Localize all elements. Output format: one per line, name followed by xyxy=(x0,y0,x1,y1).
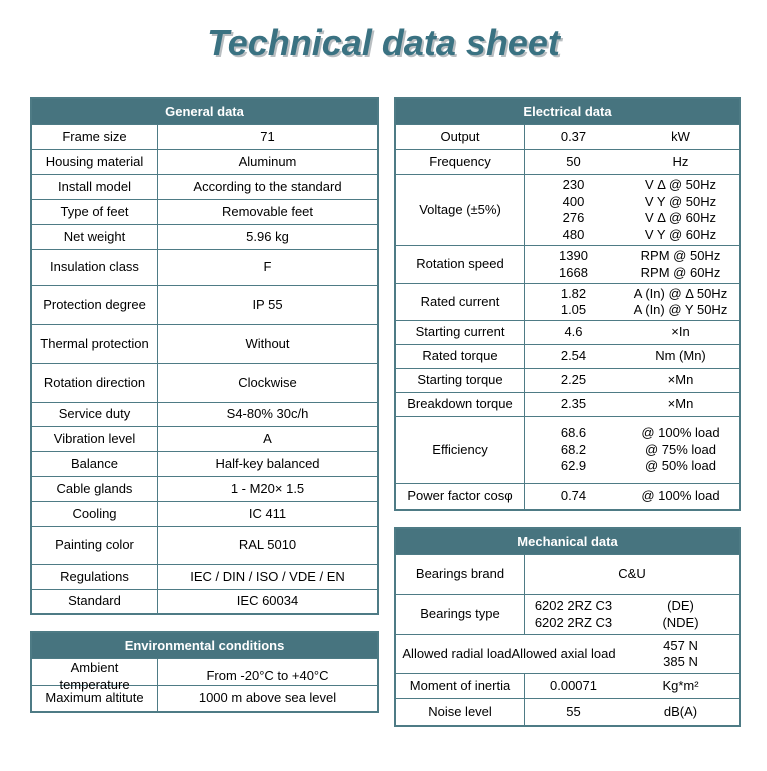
row-value: A xyxy=(263,430,272,446)
table-row xyxy=(32,426,377,451)
row-value: 2.35 xyxy=(560,396,587,412)
row-label: Efficiency xyxy=(396,417,525,483)
table-row xyxy=(396,245,739,283)
row-unit: V Δ @ 50Hz V Y @ 50Hz V Δ @ 60Hz V Y @ 60Hz xyxy=(644,177,717,242)
row-value: Aluminum xyxy=(238,153,297,169)
row-value: According to the standard xyxy=(193,178,342,194)
row-value: 0.74 xyxy=(560,488,587,504)
row-value: 2.54 xyxy=(560,348,587,364)
row-unit: Nm (Mn) xyxy=(655,348,706,364)
row-value: 0.00071 xyxy=(550,677,597,693)
row-value: IC 411 xyxy=(248,505,287,521)
table-row xyxy=(32,249,377,285)
row-value: 1.82 1.05 xyxy=(560,285,587,317)
row-unit: RPM @ 50Hz RPM @ 60Hz xyxy=(640,248,721,280)
electrical-data-table xyxy=(394,97,741,511)
table-row xyxy=(32,285,377,324)
row-label: Rotation speed xyxy=(396,246,525,283)
row-label: Bearings type xyxy=(396,595,525,634)
row-label: Balance xyxy=(32,452,158,476)
row-label: Power factor cosφ xyxy=(396,484,525,509)
row-label: Standard xyxy=(32,590,158,613)
table-row xyxy=(396,673,739,698)
row-label: Frequency xyxy=(396,150,525,174)
row-label: Regulations xyxy=(32,565,158,589)
table-row xyxy=(396,174,739,245)
table-row xyxy=(396,634,739,673)
table-row xyxy=(396,554,739,594)
table-row xyxy=(396,392,739,416)
row-value: Without xyxy=(245,335,290,351)
row-label: Moment of inertia xyxy=(396,674,525,698)
row-label: Rated torque xyxy=(396,345,525,368)
row-unit: @ 100% load @ 75% load @ 50% load xyxy=(641,425,720,474)
row-value: IP 55 xyxy=(252,296,283,312)
row-value: 71 xyxy=(260,128,275,144)
row-label: Maximum altitute xyxy=(32,686,158,711)
row-label: Cooling xyxy=(32,502,158,526)
row-label: Type of feet xyxy=(32,200,158,224)
table-row xyxy=(396,416,739,483)
table-row xyxy=(396,698,739,725)
mechanical-data-table xyxy=(394,527,741,727)
table-row xyxy=(32,149,377,174)
row-label: Rated current xyxy=(396,284,525,320)
row-value: S4-80% 30c/h xyxy=(226,406,309,422)
table-row xyxy=(32,658,377,692)
general-data-header: General data xyxy=(32,99,377,124)
table-row xyxy=(32,589,377,613)
row-value: IEC 60034 xyxy=(236,593,299,609)
table-row xyxy=(396,320,739,344)
table-row xyxy=(396,344,739,368)
table-row xyxy=(32,685,377,711)
row-unit: A (In) @ Δ 50Hz A (In) @ Y 50Hz xyxy=(633,285,728,317)
row-label: Insulation class xyxy=(32,250,158,285)
page-title: Technical data sheet xyxy=(207,22,560,63)
row-label: Housing material xyxy=(32,150,158,174)
right-column xyxy=(394,97,741,727)
table-row xyxy=(396,149,739,174)
row-unit: ×Mn xyxy=(667,372,694,388)
table-row xyxy=(32,402,377,426)
row-label: Service duty xyxy=(32,403,158,426)
row-value: From -20°C to +40°C xyxy=(206,668,329,684)
row-value: RAL 5010 xyxy=(238,537,297,553)
row-value: 1390 1668 xyxy=(559,248,588,280)
row-unit: ×In xyxy=(671,324,690,340)
table-row xyxy=(32,224,377,249)
row-label: Protection degree xyxy=(32,286,158,324)
row-unit: ×Mn xyxy=(667,396,694,412)
row-value: Clockwise xyxy=(238,374,297,390)
row-label: Install model xyxy=(32,175,158,199)
electrical-data-header: Electrical data xyxy=(396,99,739,124)
table-row xyxy=(396,594,739,634)
table-row xyxy=(32,174,377,199)
row-unit: kW xyxy=(671,128,690,144)
row-label: Ambient temperature xyxy=(32,659,158,694)
row-value: 6202 2RZ C3 6202 2RZ C3 xyxy=(534,598,613,630)
row-label: Painting color xyxy=(32,527,158,564)
row-label: Voltage (±5%) xyxy=(396,175,525,245)
table-row xyxy=(32,124,377,149)
row-label: Bearings brand xyxy=(396,555,525,594)
row-label: Vibration level xyxy=(32,427,158,451)
row-value: 1 - M20× 1.5 xyxy=(230,480,305,496)
row-value: 4.6 xyxy=(564,324,583,340)
table-row xyxy=(32,564,377,589)
row-label: Rotation direction xyxy=(32,364,158,402)
row-value: 50 xyxy=(566,153,581,169)
table-row xyxy=(32,476,377,501)
row-value: 68.6 68.2 62.9 xyxy=(560,425,587,474)
row-value: F xyxy=(263,259,272,275)
row-label: Thermal protection xyxy=(32,325,158,363)
table-row xyxy=(32,324,377,363)
row-label: Net weight xyxy=(32,225,158,249)
row-unit: (DE) (NDE) xyxy=(662,598,699,630)
environmental-conditions-table xyxy=(30,631,379,713)
row-unit: @ 100% load xyxy=(641,488,720,504)
row-label: Starting current xyxy=(396,321,525,344)
left-column xyxy=(30,97,379,713)
table-row xyxy=(396,368,739,392)
row-label: Frame size xyxy=(32,125,158,149)
row-value: 55 xyxy=(566,703,581,719)
row-label: Noise level xyxy=(396,699,525,725)
table-row xyxy=(396,124,739,149)
row-label: Starting torque xyxy=(396,369,525,392)
table-row xyxy=(32,199,377,224)
row-unit: 457 N 385 N xyxy=(663,637,698,669)
row-label: Allowed radial load Allowed axial load xyxy=(402,645,616,661)
row-value: 1000 m above sea level xyxy=(198,690,337,706)
table-row xyxy=(396,283,739,320)
row-label: Output xyxy=(396,125,525,149)
row-value: C&U xyxy=(618,566,646,582)
row-value: IEC / DIN / ISO / VDE / EN xyxy=(190,568,345,584)
row-value: 0.37 xyxy=(560,128,587,144)
general-data-table xyxy=(30,97,379,615)
row-label: Breakdown torque xyxy=(396,393,525,416)
row-value: 2.25 xyxy=(560,372,587,388)
table-row xyxy=(396,483,739,509)
table-row xyxy=(32,363,377,402)
row-value: 230 400 276 480 xyxy=(562,177,585,242)
table-row xyxy=(32,501,377,526)
row-value: 5.96 kg xyxy=(246,228,289,244)
row-unit: dB(A) xyxy=(663,703,698,719)
row-unit: Kg*m² xyxy=(662,677,699,693)
row-value: Half-key balanced xyxy=(215,455,320,471)
row-value: Removable feet xyxy=(221,203,314,219)
table-row xyxy=(32,526,377,564)
row-label: Cable glands xyxy=(32,477,158,501)
mechanical-data-header: Mechanical data xyxy=(396,529,739,554)
row-unit: Hz xyxy=(672,153,689,169)
table-row xyxy=(32,451,377,476)
environmental-conditions-header: Environmental conditions xyxy=(32,633,377,658)
